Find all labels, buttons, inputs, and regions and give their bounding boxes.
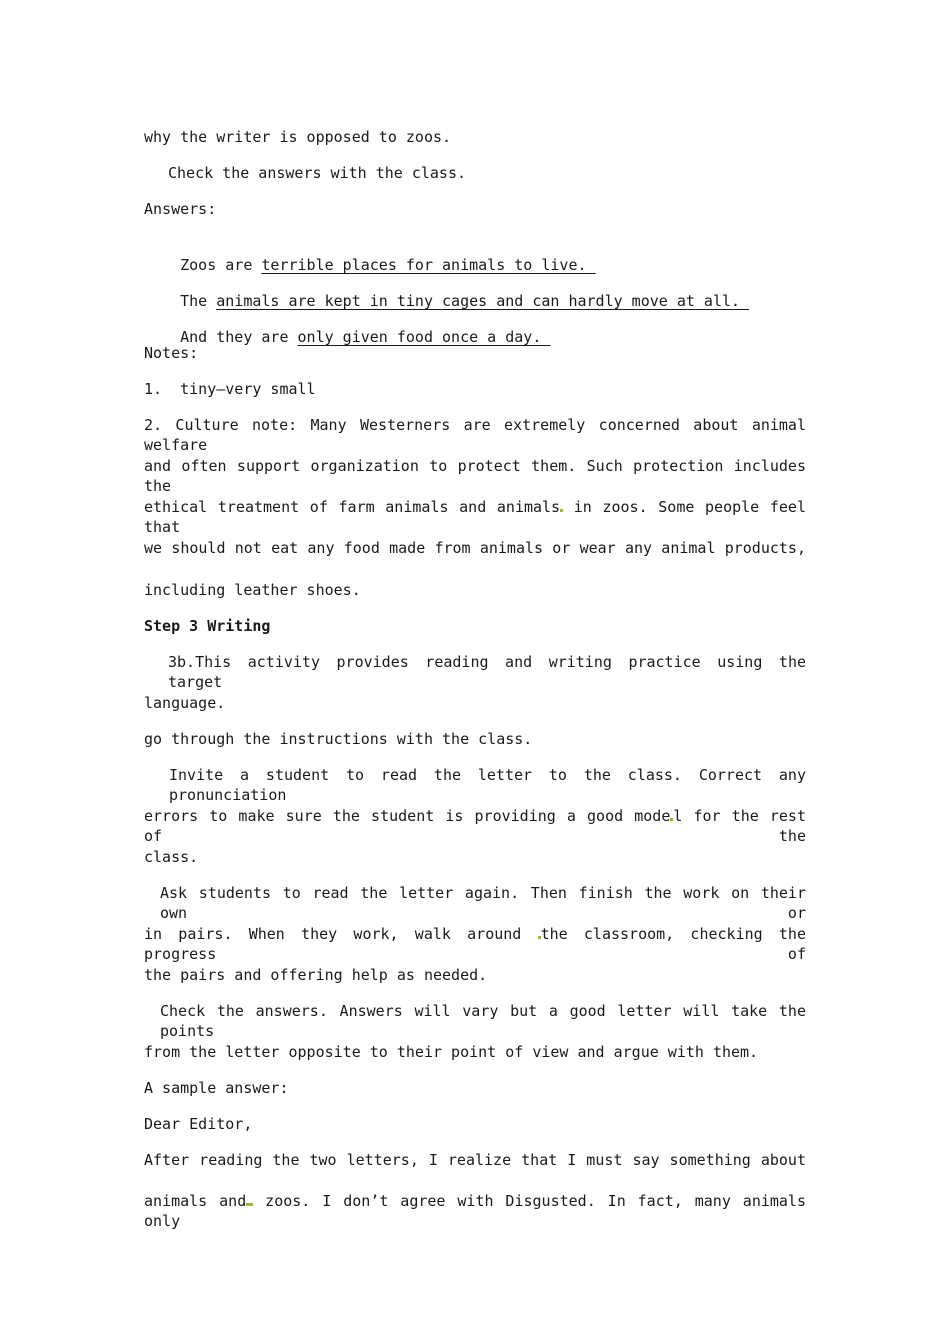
notes-heading: Notes: <box>144 344 199 362</box>
text-line: Check the answers with the class. <box>168 164 467 182</box>
paragraph-line <box>144 806 806 846</box>
paragraph-line: Check the answers. Answers will vary but a good letter will take the points <box>160 1002 806 1040</box>
text-segment: the classroom, checking the progress of <box>144 925 806 963</box>
text-line: why the writer is opposed to zoos. <box>144 128 452 146</box>
answers-heading: Answers: <box>144 200 217 218</box>
text-segment: l for the rest of the <box>144 807 806 845</box>
note-continuation: we should not eat any food made from animals or wear any animal products, <box>144 539 806 557</box>
section-heading: Step 3 Writing <box>144 617 271 635</box>
paragraph-line: language. <box>144 694 226 712</box>
note-continuation <box>144 497 806 537</box>
answer-line <box>144 307 550 367</box>
paragraph-line: from the letter opposite to their point of view and argue with them. <box>144 1043 759 1061</box>
letter-salutation: Dear Editor, <box>144 1115 253 1133</box>
paragraph-line: go through the instructions with the class. <box>144 730 533 748</box>
answer-underlined: only given food once a day. <box>297 328 551 346</box>
letter-line: After reading the two letters, I realize that I must say something about <box>144 1151 806 1169</box>
note-continuation: including leather shoes. <box>144 581 361 599</box>
answer-underlined: animals are kept in tiny cages and can hardly move at all. <box>216 292 750 310</box>
note-item: 2. Culture note: Many Westerners are extremely concerned about animal welfare <box>144 416 806 454</box>
text-segment: in zoos. Some people feel that <box>144 498 806 536</box>
paragraph-line: the pairs and offering help as needed. <box>144 966 488 984</box>
paragraph-line <box>144 924 806 964</box>
paragraph-line: Ask students to read the letter again. Then finish the work on their own or <box>160 884 806 922</box>
note-continuation: and often support organization to protect them. Such protection includes the <box>144 457 806 495</box>
answer-prefix: And they are <box>180 328 298 346</box>
answer-prefix: The <box>180 292 217 310</box>
paragraph-line: 3b.This activity provides reading and writing practice using the target <box>168 653 806 691</box>
note-item: 1. tiny—very small <box>144 380 316 398</box>
text-segment: zoos. I don’t agree with Disgusted. In fact, many animals only <box>144 1192 806 1230</box>
answer-prefix: Zoos are <box>180 256 262 274</box>
answer-underlined: terrible places for animals to live. <box>261 256 596 274</box>
paragraph-line: class. <box>144 848 199 866</box>
text-segment: errors to make sure the student is providing a good mode <box>144 807 671 825</box>
paragraph-line: Invite a student to read the letter to the class. Correct any pronunciation <box>169 766 806 804</box>
text-segment: ethical treatment of farm animals and animals <box>144 498 561 516</box>
sample-heading: A sample answer: <box>144 1079 289 1097</box>
letter-line <box>144 1191 806 1231</box>
text-segment: animals and <box>144 1192 247 1210</box>
text-segment: in pairs. When they work, walk around <box>144 925 538 943</box>
